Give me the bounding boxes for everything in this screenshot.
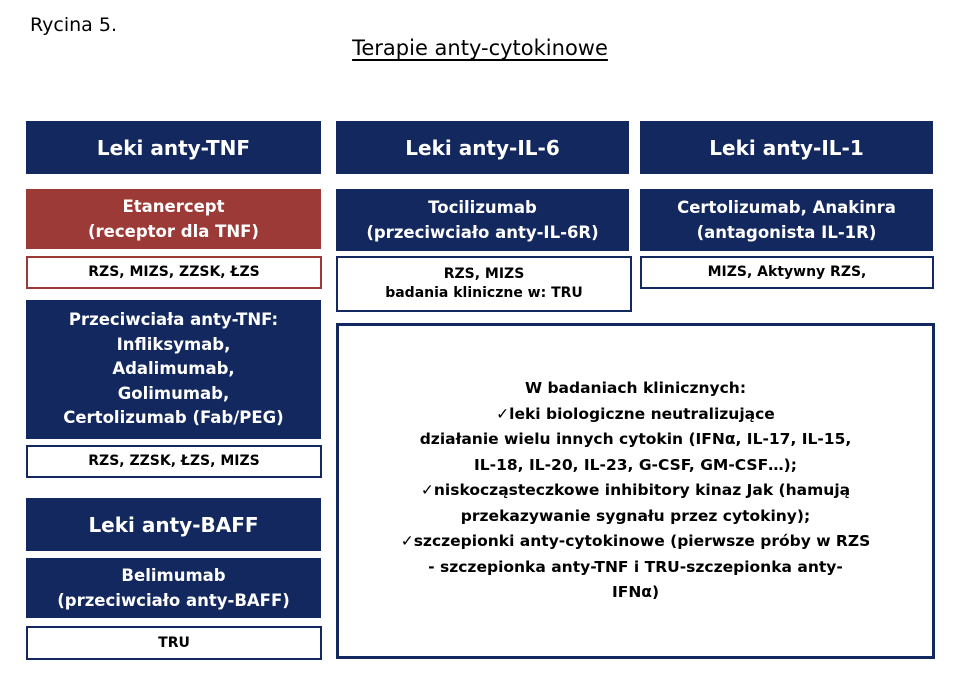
indication-line: RZS, MIZS, ZZSK, ŁZS — [88, 264, 260, 280]
drug-line: Belimumab — [121, 566, 226, 585]
indication-line: TRU — [158, 634, 190, 651]
indications-etanercept — [26, 256, 322, 289]
figure-label: Rycina 5. — [30, 14, 117, 36]
header-anti-il6: Leki anty-IL-6 — [336, 121, 629, 174]
trials-line: - szczepionka anty-TNF i TRU-szczepionka anty- — [428, 557, 843, 576]
trials-line: ✓niskocząsteczkowe inhibitory kinaz Jak (hamują — [420, 481, 851, 499]
drug-line: Golimumab, — [117, 383, 230, 403]
drug-box-tocilizumab — [336, 189, 629, 251]
trials-line: przekazywanie sygnału przez cytokiny); — [460, 506, 811, 525]
drug-line: (receptor dla TNF) — [88, 222, 259, 241]
drug-line: Przeciwciała anty-TNF: — [68, 310, 279, 330]
indications-anti-tnf-antibodies — [26, 445, 322, 478]
drug-box-belimumab — [26, 558, 321, 618]
trials-line: ✓szczepionki anty-cytokinowe (pierwsze próby w RZS — [400, 532, 871, 550]
drug-box-etanercept — [26, 189, 321, 249]
drug-line: Tocilizumab — [428, 198, 537, 217]
indications-il1 — [640, 256, 934, 289]
indications-tocilizumab — [336, 256, 632, 312]
trials-line: działanie wielu innych cytokin (IFNα, IL-17, IL-15, — [419, 430, 852, 448]
header-anti-tnf: Leki anty-TNF — [26, 121, 321, 174]
drug-line: Certolizumab (Fab/PEG) — [63, 408, 284, 428]
trials-line: IL-18, IL-20, IL-23, G-CSF, GM-CSF…); — [474, 455, 797, 474]
indication-line: MIZS, Aktywny RZS, — [707, 264, 867, 280]
drug-line: (przeciwciało anty-IL-6R) — [366, 223, 599, 242]
header-anti-baff: Leki anty-BAFF — [26, 498, 321, 551]
trials-line: IFNα) — [611, 583, 660, 601]
drug-line: Etanercept — [122, 197, 225, 216]
drug-line: (przeciwciało anty-BAFF) — [57, 591, 290, 610]
drug-line: Infliksymab, — [116, 334, 231, 354]
indication-line: badania kliniczne w: TRU — [385, 285, 583, 301]
header-anti-il1: Leki anty-IL-1 — [640, 121, 933, 174]
clinical-trials-box — [336, 323, 935, 659]
trials-line: ✓leki biologiczne neutralizujące — [496, 404, 775, 423]
indications-belimumab — [26, 626, 322, 660]
drug-box-certolizumab-anakinra — [640, 189, 933, 251]
drug-line: Certolizumab, Anakinra — [677, 198, 896, 217]
drug-line: (antagonista IL-1R) — [696, 223, 877, 242]
drug-box-anti-tnf-antibodies — [26, 300, 321, 439]
diagram-title: Terapie anty-cytokinowe — [352, 36, 608, 60]
trials-heading: W badaniach klinicznych: — [524, 379, 747, 397]
drug-line: Adalimumab, — [112, 359, 235, 379]
indication-line: RZS, ZZSK, ŁZS, MIZS — [88, 453, 260, 469]
indication-line: RZS, MIZS — [443, 266, 525, 282]
